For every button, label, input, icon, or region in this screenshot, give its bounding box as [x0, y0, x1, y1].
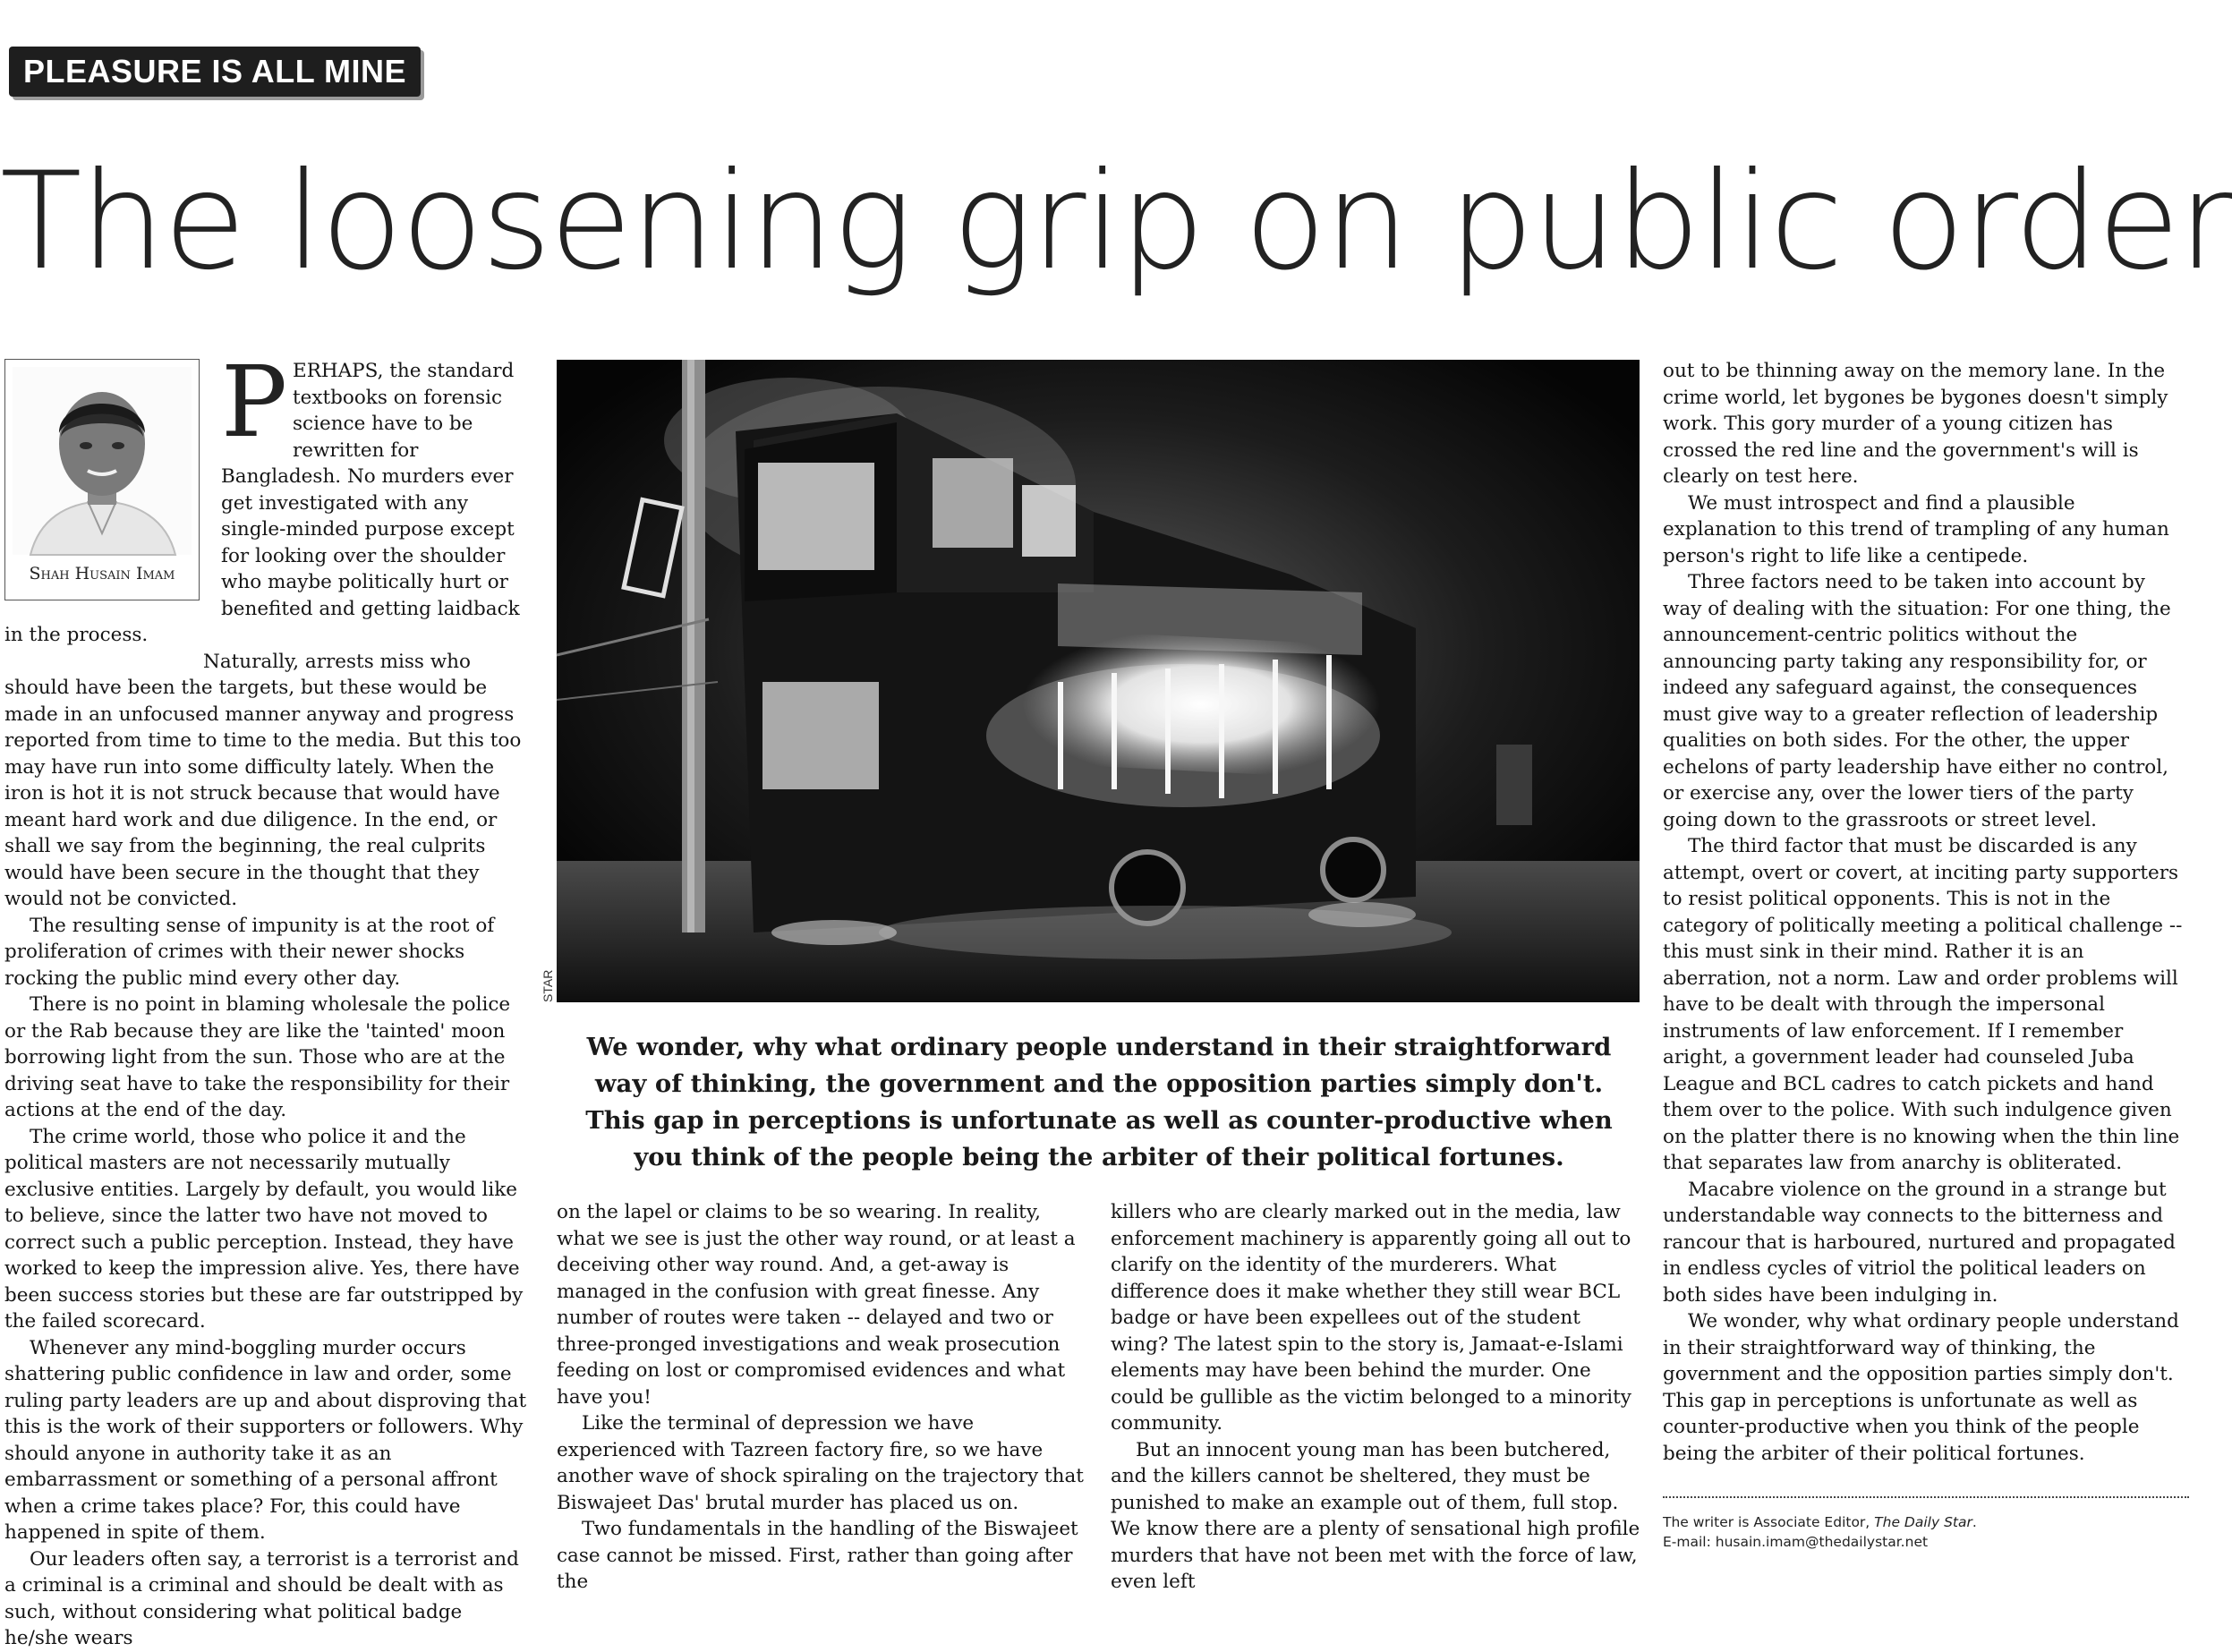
writer-credit: [1663, 1512, 2189, 1532]
drop-cap: P: [221, 345, 288, 459]
article-lead-paragraph: ERHAPS, the standard textbooks on forensic science have to be rewritten for Bangladesh. No murders ever get investigated with any single-minded purpose except for looking over the shoulder who maybe politically hurt or benefited and getting laidback in the process.: [4, 360, 520, 646]
article-paragraph: Our leaders often say, a terrorist is a terrorist and a criminal is a criminal and should be dealt with as such, without considering what political badge he/she wears: [4, 1547, 519, 1649]
author-email: E-mail: husain.imam@thedailystar.net: [1663, 1534, 1929, 1550]
article-paragraph: on the lapel or claims to be so wearing. In reality, what we see is just the other way round, or at least a deceiving other way round. And, a get-away is managed in the confusion with great finesse. Any number of routes were taken -- delayed and two or three-pronged investigations and weak prosecution feeding on lost or compromised evidences and what have you!: [557, 1201, 1076, 1409]
column-kicker: PLEASURE IS ALL MINE: [9, 47, 421, 97]
article-paragraph: The third factor that must be discarded is any attempt, overt or covert, at inciting party supporters to resist political opponents. This is not in the category of politically meeting a political challenge -- this must sink in their mind. Rather it is an aberration, not a norm. Law and order problems will have to be dealt with through the impersonal instruments of law enforcement. If I remember aright, a government leader had counseled Juba League and BCL cadres to catch pickets and hand them over to the police. With such indulgence given on the platter there is no knowing when the thin line that separates law from anarchy is obliterated.: [1663, 835, 2183, 1174]
writer-credit-prefix: The writer is Associate Editor,: [1663, 1514, 1875, 1530]
article-paragraph: We must introspect and find a plausible explanation to this trend of trampling of any human person's right to life like a centipede.: [1663, 491, 2169, 567]
bus-fire-photo: [557, 360, 1640, 1002]
writer-credit-suffix: .: [1972, 1514, 1977, 1530]
article-paragraph: out to be thinning away on the memory lane. In the crime world, let bygones be bygones doesn't simply work. This gory murder of a young citizen has crossed the red line and the government's will is clearly on test here.: [1663, 360, 2168, 488]
article-paragraph: Naturally, arrests miss who should have been the targets, but these would be made in an unfocused manner anyway and progress reported from time to time to the media. But this too may have run into some difficulty lately. When the iron is hot it is not struck because that would have meant hard work and due diligence. In the end, or shall we say from the beginning, the real culprits would have been secure in the thought that they would not be convicted.: [4, 650, 522, 910]
author-photo: [13, 367, 192, 555]
author-footnote: [1663, 1512, 2189, 1552]
article-paragraph: Macabre violence on the ground in a strange but understandable way connects to the bitterness and rancour that is harboured, nurtured and propagated in endless cycles of vitriol the political leaders on both sides have been indulging in.: [1663, 1178, 2176, 1307]
article-column-3: [1111, 1199, 1643, 1593]
article-paragraph: Whenever any mind-boggling murder occurs shattering public confidence in law and order, some ruling party leaders are up and about disproving that this is the work of their supporters or followers. Why should anyone in authority take it as an embarrassment or something of a personal affront when a crime takes place? For, this could have happened in spite of them.: [4, 1336, 527, 1544]
article-paragraph: But an innocent young man has been butchered, and the killers cannot be sheltered, they must be punished to make an example out of them, full stop. We know there are a plenty of sensational high profile murders that have not been met with the force of law, even left: [1111, 1438, 1640, 1593]
article-paragraph: There is no point in blaming wholesale the police or the Rab because they are like the 'tainted' moon borrowing light from the sun. Those who are at the driving seat have to take the responsibility for their actions at the end of the day.: [4, 993, 511, 1121]
article-paragraph: We wonder, why what ordinary people understand in their straightforward way of thinking, the government and the opposition parties simply don't. This gap in perceptions is unfortunate as well as counter-productive when you think of the people being the arbiter of their political fortunes.: [1663, 1310, 2179, 1465]
article-paragraph: Like the terminal of depression we have experienced with Tazreen factory fire, so we have another wave of shock spiraling on the trajectory that Biswajeet Das' brutal murder has placed us on.: [557, 1412, 1084, 1514]
pull-quote: We wonder, why what ordinary people understand in their straightforward way of thinking, the government and the opposition parties simply don't. This gap in perceptions is unfortunate as well as counter-productive when you think of the people being the arbiter of their political fortunes.: [585, 1033, 1613, 1171]
author-box: [4, 359, 200, 600]
burning-bus-image: [557, 360, 1640, 1002]
article-paragraph: The resulting sense of impunity is at the root of proliferation of crimes with their newer shocks rocking the public mind every other day.: [4, 914, 495, 990]
publication-name: The Daily Star: [1874, 1514, 1972, 1530]
headline: The loosening grip on public order: [0, 144, 2232, 300]
article-paragraph: The crime world, those who police it and the political masters are not necessarily mutually exclusive entities. Largely by default, you would like to believe, since the latter two have not moved to correct such a public perception. Instead, they have worked to keep the impression alive. Yes, there have been success stories but these are far outstripped by the failed scorecard.: [4, 1125, 524, 1333]
article-column-2: [557, 1199, 1089, 1593]
article-paragraph: Three factors need to be taken into account by way of dealing with the situation: For one thing, the announcement-centric politics without the announcing party taking any responsibility for, or indeed any safeguard against, the consequences must give way to a greater reflection of leadership qualities on both sides. For the other, the upper echelons of party leadership have either no control, or exercise any, over the lower tiers of the party going down to the grassroots or street level.: [1663, 571, 2171, 831]
footnote-divider: [1663, 1496, 2189, 1498]
article-column-4: [1663, 358, 2189, 1477]
article-paragraph: Two fundamentals in the handling of the Biswajeet case cannot be missed. First, rather than going after the: [557, 1518, 1078, 1593]
article-column-1: [4, 345, 528, 1649]
author-name: Shah Husain Imam: [29, 563, 175, 583]
article-paragraph: killers who are clearly marked out in the media, law enforcement machinery is apparently going all out to clarify on the identity of the murderers. What difference does it make whether they still wear BCL badge or have been expellees out of the student wing? The latest spin to the story is, Jamaat-e-Islami elements may have been behind the murder. One could be gullible as the victim belonged to a minority community.: [1111, 1201, 1631, 1435]
photo-credit: STAR: [541, 969, 555, 1002]
